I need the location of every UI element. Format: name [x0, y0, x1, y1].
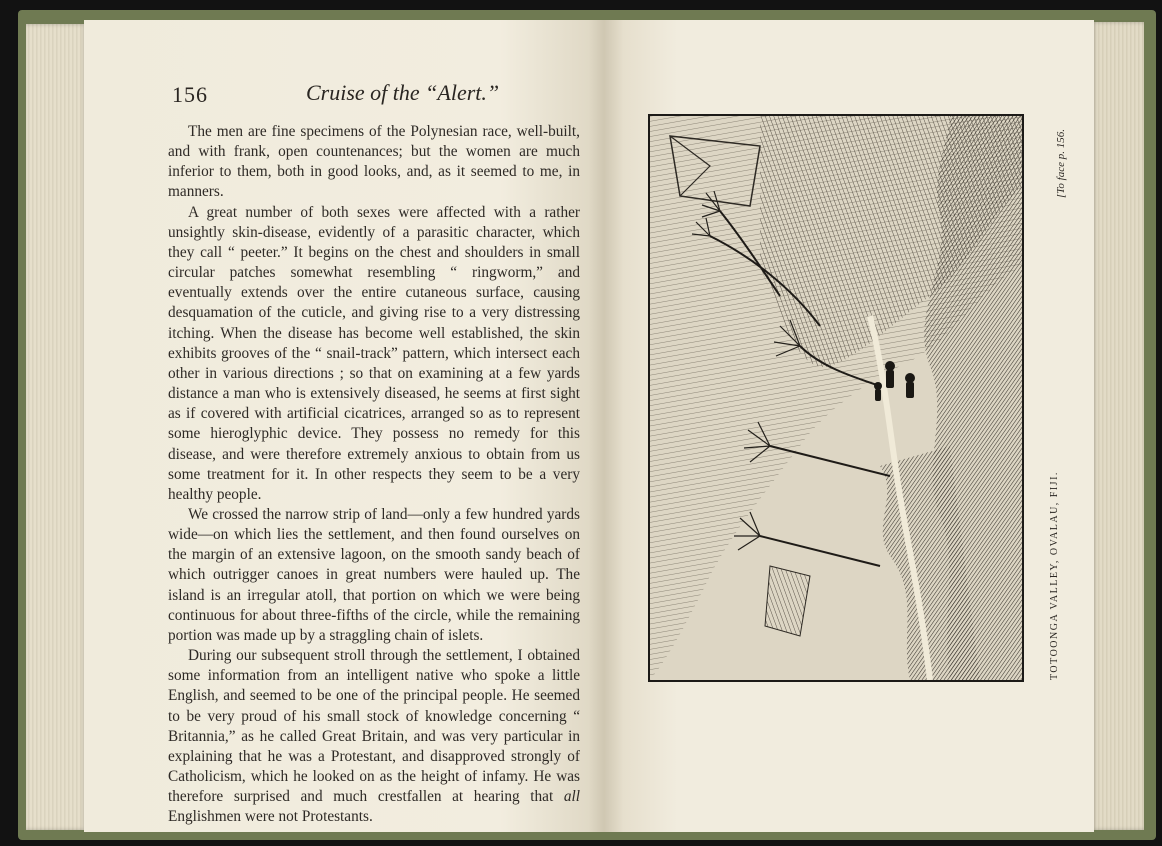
page-header — [172, 80, 592, 110]
plate-reference: [To face p. 156. — [1055, 129, 1067, 198]
paragraph: The men are fine specimens of the Polynesian race, well-built, and with frank, open countenances; but the women are much inferior to them, both in good looks, and, as it seemed to me, in manners. — [168, 123, 580, 201]
paragraph-text-end: Englishmen were not Protestants. — [168, 808, 373, 826]
paragraph-text: During our subsequent stroll through the settlement, I obtained some information from an intelligent native who spoke a little English, and seemed to be one of the principal people. He seemed to be very proud of his small stock of knowledge concerning “ Britannia,” as he called Great Britain, and was very particular in explaining that he was a Protestant, and disapproved strongly of Catholicism, which he looked on as the height of infamy. He was therefore surprised and much crestfallen at hearing that — [168, 647, 580, 806]
page-edges-left — [26, 24, 86, 830]
paragraph: A great number of both sexes were affected with a rather unsightly skin-disease, evidently of a parasitic character, which they call “ peeter.” It begins on the chest and shoulders in small circular patches somewhat resembling “ ringworm,” and eventually extends over the entire cutaneous surface, causing desquamation of the cuticle, and giving rise to a very distressing itching. When the disease has become well established, the skin exhibits grooves of the “ snail-track” pattern, which intersect each other in various directions ; so that on examining at a few yards distance a man who is extensively diseased, he seems at first sight as if covered with artificial cicatrices, arranged so as to represent some hieroglyphic device. They possess no remedy for this disease, and were therefore extremely anxious to obtain from us some treatment for it. In other respects they seem to be a very healthy people. — [168, 203, 580, 503]
running-title: Cruise of the “Alert.” — [306, 80, 500, 105]
engraving-illustration — [650, 116, 1022, 680]
plate-reference-area — [1039, 118, 1067, 238]
paragraph-last — [168, 646, 580, 827]
body-text — [168, 122, 580, 827]
page-edges-right — [1092, 22, 1144, 830]
italic-word: all — [563, 788, 580, 806]
plate-caption-area — [1031, 380, 1060, 680]
plate-caption: TOTOONGA VALLEY, OVALAU, FIJI. — [1049, 471, 1060, 680]
paragraph: We crossed the narrow strip of land—only a few hundred yards wide—on which lies the settlement, and then found ourselves on the margin of an extensive lagoon, on the smooth sandy beach of which outrigger canoes in great numbers were hauled up. The island is an irregular atoll, that portion on which we were being continuous for about three-fifths of the circle, while the remaining portion was made up by a straggling chain of islets. — [168, 505, 580, 644]
page-number: 156 — [172, 82, 208, 107]
engraving-plate — [648, 114, 1024, 682]
